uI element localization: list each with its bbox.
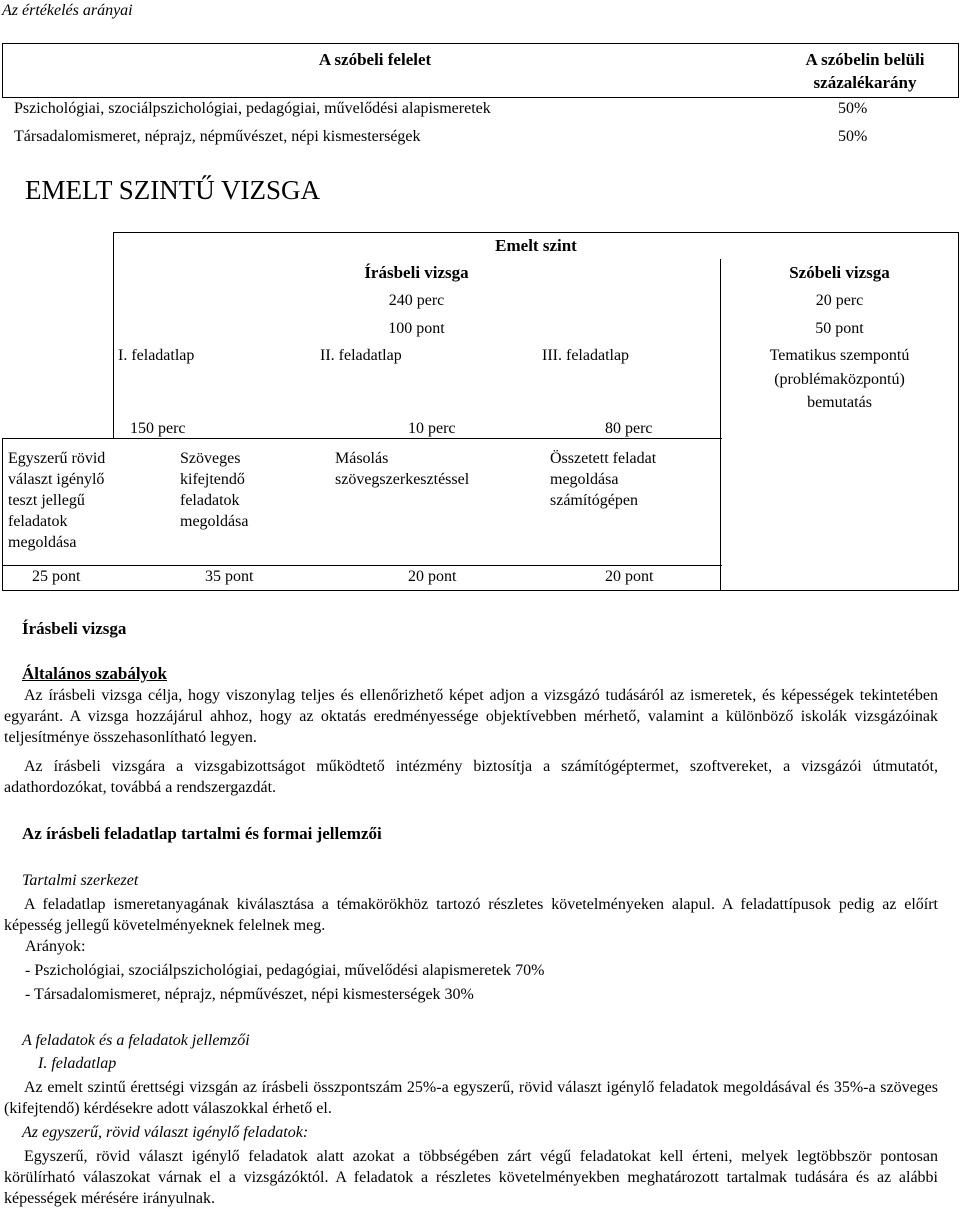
sheet-3-label: III. feladatlap (542, 347, 630, 364)
written-points: 100 pont (388, 320, 445, 337)
task-4-line: megoldása (550, 471, 619, 488)
exam-border-points (2, 565, 722, 566)
sheet1-p-text: Az emelt szintű érettségi vizsgán az írásbeli összpontszám 25%-a egyszerű, rövid választ igénylő feladatok megoldásával és 35%-a szöveges (kifejtendő) kérdésekre adott válaszokkal érhető el. (4, 1079, 938, 1117)
points-4: 20 pont (605, 568, 654, 585)
simple-paragraph (4, 1146, 938, 1209)
task-1-desc (8, 448, 105, 553)
task-3-line: szövegszerkesztéssel (335, 471, 470, 488)
exam-border-top (113, 232, 959, 233)
sheet-2-label: II. feladatlap (320, 347, 402, 364)
exam-border-mid (2, 438, 722, 439)
written-heading: Írásbeli vizsga (22, 619, 127, 638)
task-1-line: Egyszerű rövid (8, 450, 106, 467)
oral-col2-header-line2: százalékarány (813, 73, 917, 92)
oral-col1-header: A szóbeli felelet (318, 50, 432, 69)
oral-row-pct: 50% (838, 100, 868, 117)
task-2-line: kifejtendő (180, 471, 245, 488)
table-border-left (2, 43, 3, 98)
simple-p-text: Egyszerű, rövid választ igénylő feladatok alatt azokat a többségében zárt végű feladatokat kell érteni, melyek legtöbbször pontosan körülírható válaszokat várnak el a vizsgázóktól. A feladatok a részletes követelményekben meghatározott tartalmak tudására és az alábbi képességek mérésére irányulnak. (4, 1148, 938, 1207)
ratio-item: - Pszichológiai, szociálpszichológiai, pedagógiai, művelődési alapismeretek 70% (25, 962, 545, 979)
structure-heading: Tartalmi szerkezet (22, 872, 139, 889)
time-3: 80 perc (605, 420, 653, 437)
oral-desc-line3: bemutatás (807, 394, 872, 411)
exam-title: Emelt szint (495, 236, 577, 255)
oral-label: Szóbeli vizsga (789, 263, 890, 282)
general-p2-text: Az írásbeli vizsgára a vizsgabizottságot működtető intézmény biztosítja a számítógéptermet, szoftvereket, a vizsgázói útmutatót, adathordozókat, továbbá a rendszergazdát. (4, 758, 938, 796)
time-2: 10 perc (408, 420, 456, 437)
task-3-desc (335, 448, 469, 490)
points-1: 25 pont (32, 568, 81, 585)
task-3-line: Másolás (335, 450, 389, 467)
oral-desc-line1: Tematikus szempontú (769, 347, 910, 364)
task-2-line: Szöveges (180, 450, 241, 467)
sheet1-heading: I. feladatlap (38, 1055, 117, 1072)
table-border-header (2, 97, 959, 98)
general-p1-text: Az írásbeli vizsga célja, hogy viszonylag teljes és ellenőrizhető képet adjon a vizsgázó tudásáról az ismeretek, és képességek tekintetében egyaránt. A vizsga hozzájárul ahhoz, hogy az oktatás eredményessége objektívebben mérhető, valamint a különböző iskolák vizsgázóinak teljesítménye összehasonlítható legyen. (4, 687, 938, 746)
points-3: 20 pont (408, 568, 457, 585)
tasks-heading: A feladatok és a feladatok jellemzői (22, 1032, 250, 1049)
task-2-line: megoldása (180, 513, 249, 530)
ratio-item: - Társadalomismeret, néprajz, népművészet, népi kismesterségek 30% (25, 986, 474, 1003)
oral-col2-header-line1: A szóbelin belüli (805, 50, 925, 69)
task-1-line: teszt jellegű (8, 492, 85, 509)
task-4-line: Összetett feladat (550, 450, 657, 467)
ratios-label: Arányok: (25, 938, 86, 955)
structure-paragraph (4, 894, 938, 936)
written-label: Írásbeli vizsga (364, 263, 469, 282)
task-1-line: megoldása (8, 534, 77, 551)
oral-desc-line2: (problémaközpontú) (774, 371, 905, 388)
top-caption: Az értékelés arányai (2, 2, 133, 19)
general-paragraph-2 (4, 756, 938, 798)
points-2: 35 pont (205, 568, 254, 585)
general-heading: Általános szabályok (22, 664, 167, 683)
exam-border-left-lower (2, 438, 3, 590)
oral-time: 20 perc (815, 292, 864, 309)
task-1-line: választ igénylő (8, 471, 105, 488)
task-4-desc (550, 448, 656, 511)
exam-border-bottom (2, 590, 959, 591)
task-1-line: feladatok (8, 513, 68, 530)
structure-p-text: A feladatlap ismeretanyagának kiválasztása a témakörökhöz tartozó részletes követelményeken alapul. A feladattípusok pedig az előírt képesség jellegű követelményeknek felelnek meg. (4, 896, 938, 934)
sheet1-paragraph (4, 1077, 938, 1119)
written-time: 240 perc (388, 292, 445, 309)
task-2-line: feladatok (180, 492, 240, 509)
oral-row-pct: 50% (838, 128, 868, 145)
features-heading: Az írásbeli feladatlap tartalmi és formai jellemzői (22, 824, 382, 843)
oral-row-topic: Társadalomismeret, néprajz, népművészet, népi kismesterségek (14, 128, 421, 145)
task-4-line: számítógépen (550, 492, 638, 509)
simple-heading: Az egyszerű, rövid választ igénylő feladatok: (22, 1124, 309, 1141)
time-1: 150 perc (130, 420, 186, 437)
task-2-desc (180, 448, 248, 532)
oral-points: 50 pont (815, 320, 864, 337)
general-paragraph-1 (4, 685, 938, 748)
sheet-1-label: I. feladatlap (118, 347, 195, 364)
section-heading: EMELT SZINTŰ VIZSGA (25, 175, 321, 205)
oral-row-topic: Pszichológiai, szociálpszichológiai, pedagógiai, művelődési alapismeretek (14, 100, 491, 117)
table-border-top (2, 43, 959, 44)
